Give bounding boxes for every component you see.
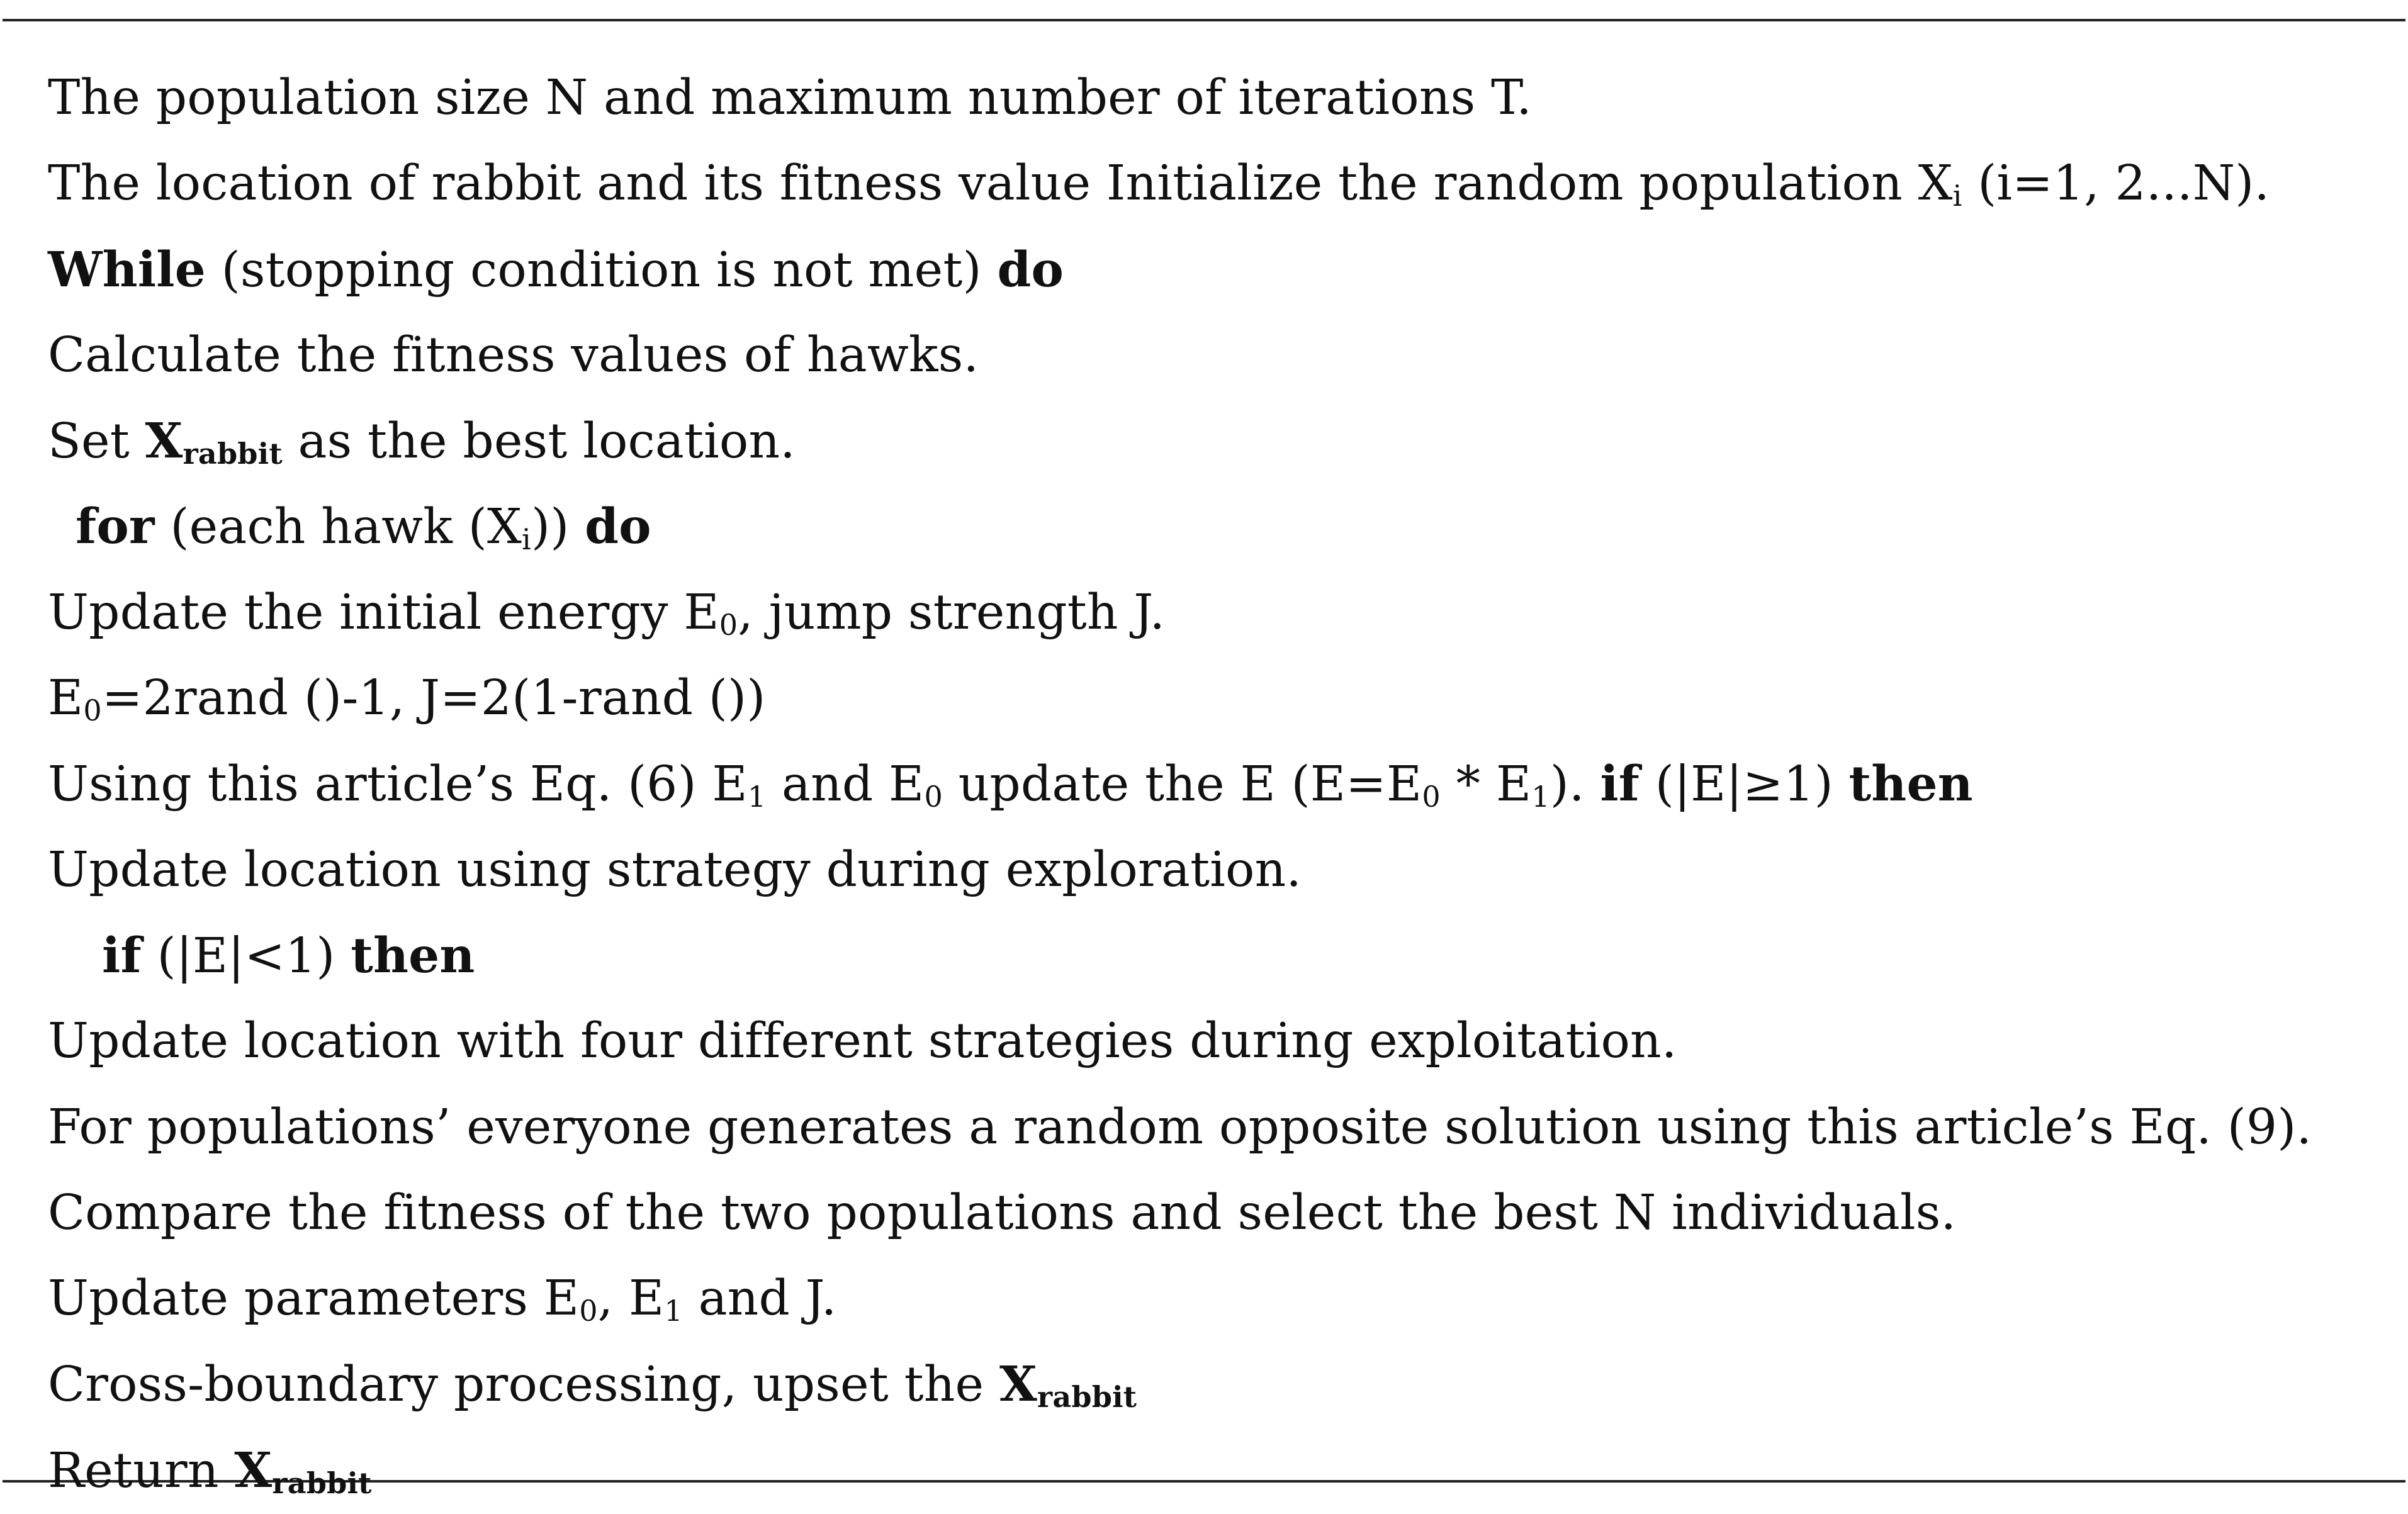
algorithm-line (48, 741, 2405, 827)
algorithm-line (48, 999, 2405, 1084)
subscript-text: rabbit (1037, 1380, 1137, 1415)
keyword-text: then (351, 927, 475, 984)
keyword-text: do (997, 241, 1064, 298)
line-text: Update location using strategy during exploration. (48, 841, 1302, 898)
line-text: * E (1440, 756, 1532, 813)
line-text: The population size N and maximum number of iterations T. (48, 70, 1532, 126)
line-text: =2rand ()-1, J=2(1-rand ()) (101, 670, 766, 727)
algorithm-line (48, 1170, 2405, 1256)
subscript-text: rabbit (183, 437, 283, 471)
keyword-text: X (999, 1356, 1037, 1413)
algorithm-line (48, 913, 2405, 999)
algorithm-line (48, 55, 2405, 141)
algorithm-line (48, 227, 2405, 313)
subscript-text: rabbit (272, 1466, 372, 1500)
line-text: and J. (682, 1270, 837, 1327)
algorithm-line (48, 141, 2405, 227)
line-text: and E (766, 756, 925, 813)
algorithm-line (48, 484, 2405, 569)
algorithm-line (48, 656, 2405, 741)
keyword-text: if (102, 927, 142, 984)
line-text: Compare the fitness of the two populations and select the best N individuals. (48, 1184, 1957, 1241)
keyword-text: then (1848, 756, 1973, 813)
line-text: Update the initial energy E (48, 584, 719, 641)
subscript-text: 1 (1531, 780, 1550, 814)
line-text: , E (597, 1270, 665, 1327)
algorithm-line (48, 570, 2405, 656)
algorithm-box (3, 19, 2405, 1500)
keyword-text: if (1600, 756, 1640, 813)
subscript-text: 1 (747, 780, 767, 814)
line-text: )) (531, 499, 585, 556)
line-text: Cross-boundary processing, upset the (48, 1357, 999, 1413)
line-text: update the E (E=E (942, 756, 1422, 813)
line-text: For populations’ everyone generates a random opposite solution using this article’s Eq. (9). (48, 1099, 2312, 1155)
line-text: (stopping condition is not met) (205, 242, 998, 298)
algorithm-line (48, 1256, 2405, 1342)
algorithm-line (48, 827, 2405, 913)
line-text: E (48, 670, 84, 727)
line-text: Return (48, 1442, 235, 1499)
algorithm-line (48, 313, 2405, 398)
subscript-text: 0 (579, 1294, 598, 1328)
subscript-text: 0 (83, 693, 102, 728)
algorithm-lines (48, 55, 2405, 1513)
line-text: Update location with four different strategies during exploitation. (48, 1013, 1677, 1070)
line-text: Calculate the fitness values of hawks. (48, 327, 979, 383)
subscript-text: 0 (924, 780, 943, 814)
line-text: (i=1, 2...N). (1962, 155, 2270, 212)
line-text: (|E|<1) (141, 928, 351, 984)
algorithm-line (48, 1428, 2405, 1513)
line-text: Set (48, 413, 145, 470)
line-text: as the best location. (282, 413, 796, 470)
line-text: (|E|≥1) (1640, 756, 1849, 813)
line-text: Update parameters E (48, 1270, 580, 1327)
subscript-text: 0 (1422, 780, 1441, 814)
subscript-text: 0 (719, 607, 738, 642)
algorithm-line (48, 1085, 2405, 1170)
line-text: ). (1550, 756, 1601, 813)
line-text: (each hawk (X (154, 499, 522, 556)
keyword-text: for (76, 498, 155, 556)
line-text: Using this article’s Eq. (6) E (48, 756, 748, 813)
subscript-text: 1 (664, 1294, 683, 1328)
keyword-text: While (48, 241, 206, 298)
line-text: , jump strength J. (738, 584, 1166, 641)
subscript-text: i (1952, 179, 1962, 213)
keyword-text: X (145, 413, 183, 470)
keyword-text: do (585, 498, 651, 556)
keyword-text: X (234, 1442, 273, 1499)
subscript-text: i (522, 522, 531, 557)
line-text: The location of rabbit and its fitness value Initialize the random population X (48, 155, 1953, 212)
algorithm-line (48, 1342, 2405, 1427)
algorithm-line (48, 398, 2405, 484)
